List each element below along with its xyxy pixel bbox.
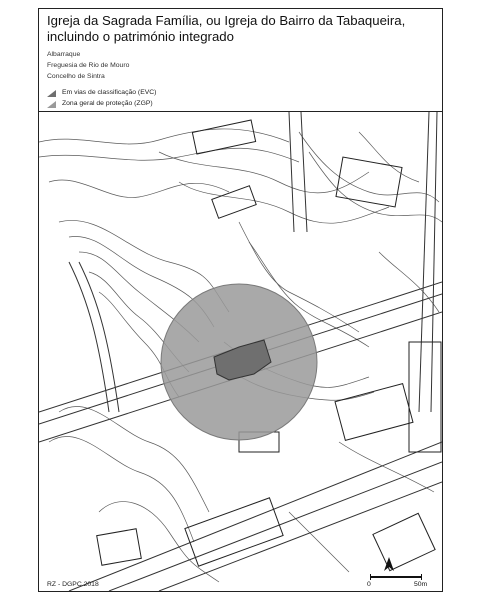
legend-item-zgp (47, 100, 153, 107)
evc-legend-swatch-icon (47, 90, 56, 96)
locality-label: Albarraque (47, 51, 81, 58)
legend-item-evc (47, 89, 156, 96)
parish-label: Freguesia de Rio de Mouro (47, 62, 130, 69)
map-header (39, 9, 442, 112)
scale-tick-end (421, 574, 422, 580)
map-title: Igreja da Sagrada Família, ou Igreja do Bairro da Tabaqueira, incluindo o património integrado (47, 13, 406, 44)
scale-tick-start (370, 574, 371, 580)
scale-bar-line (370, 576, 422, 578)
north-arrow-icon (384, 557, 394, 571)
zgp-legend-swatch-icon (47, 101, 56, 107)
map-credit: RZ - DGPC 2018 (47, 581, 99, 588)
legend-label-zgp: Zona geral de proteção (ZGP) (62, 100, 153, 107)
map-svg (39, 112, 442, 591)
scale-label-start: 0 (367, 581, 371, 588)
municipality-label: Concelho de Sintra (47, 73, 105, 80)
scale-bar (364, 572, 434, 588)
map-sheet (38, 8, 443, 592)
legend-label-evc: Em vias de classificação (EVC) (62, 89, 157, 96)
map-canvas[interactable] (39, 112, 442, 591)
scale-label-end: 50m (414, 581, 428, 588)
